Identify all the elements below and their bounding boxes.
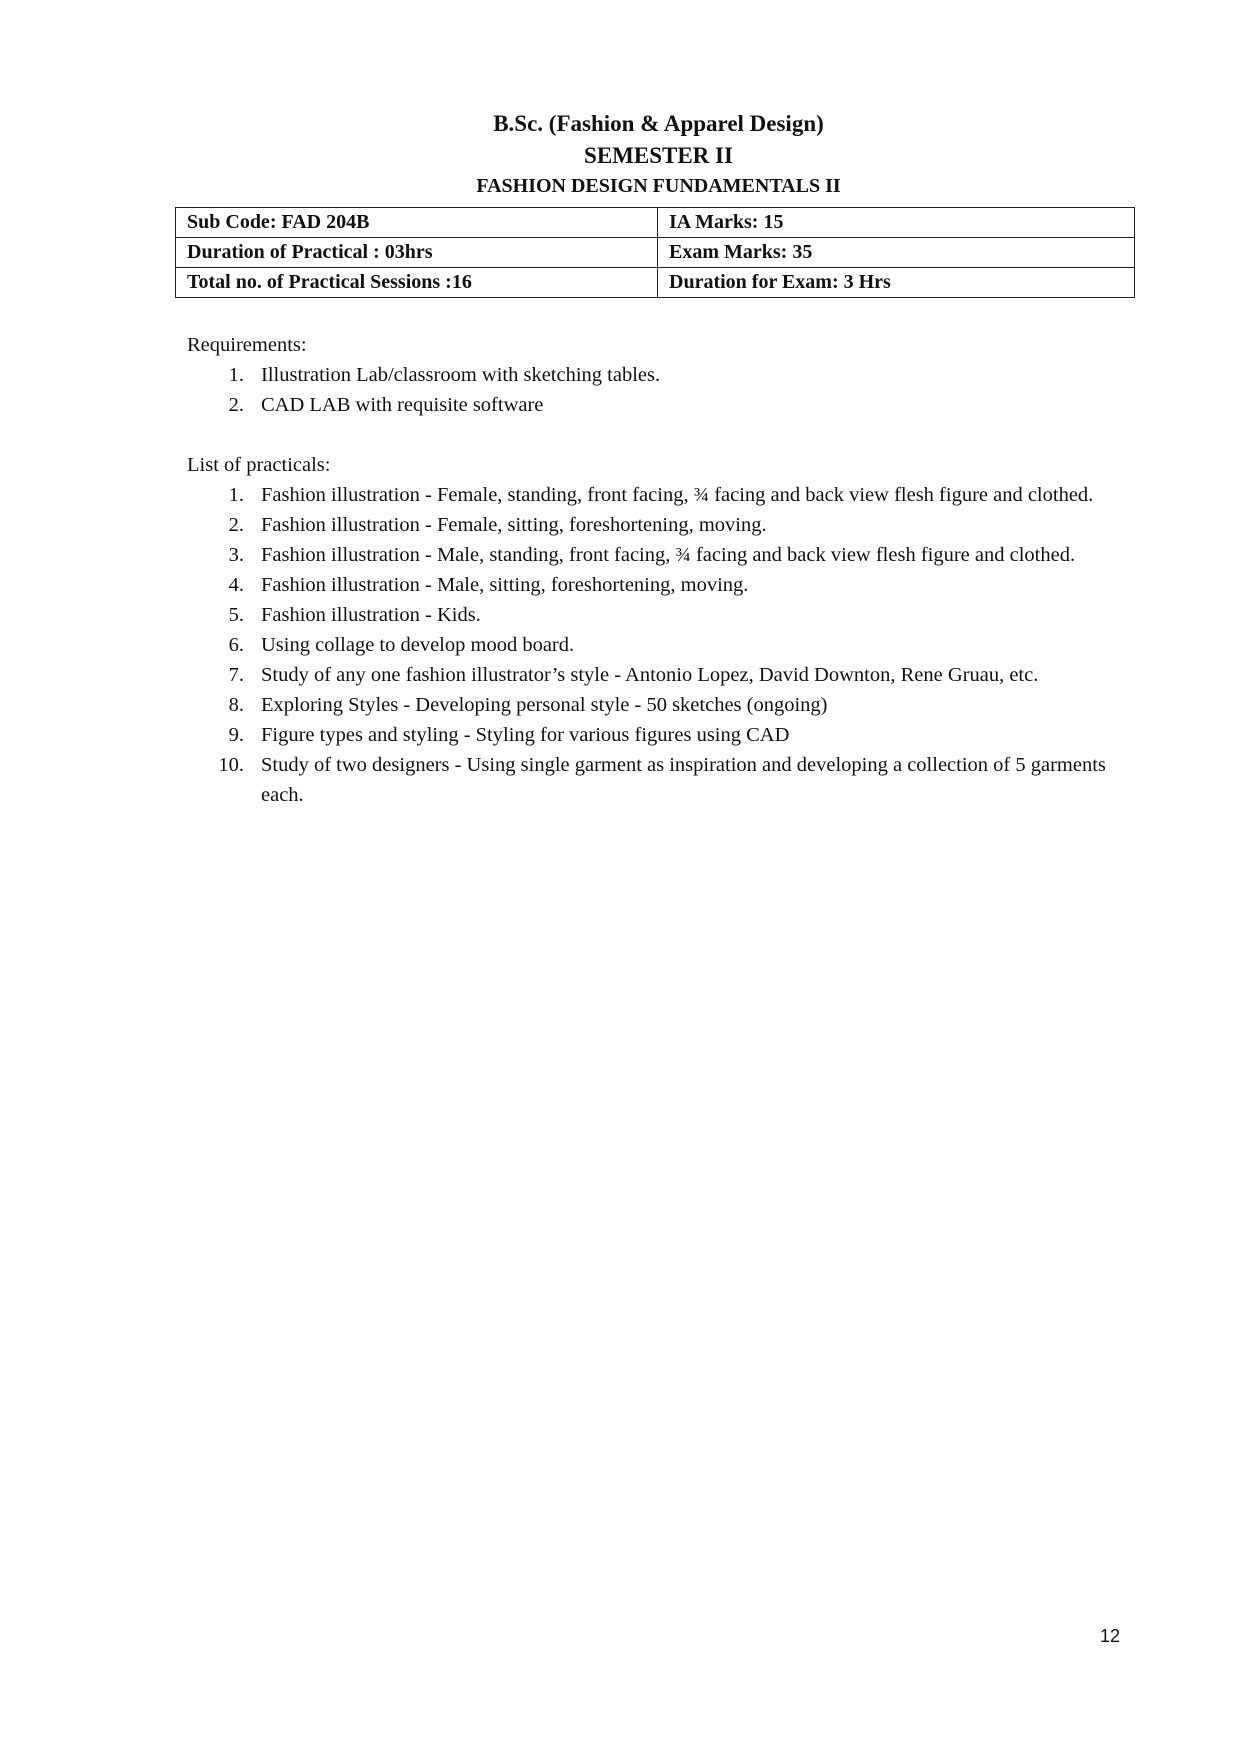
list-number: 8. bbox=[228, 694, 244, 716]
document-body bbox=[187, 330, 1127, 810]
list-number: 1. bbox=[228, 484, 244, 506]
list-number: 7. bbox=[228, 664, 244, 686]
list-number: 3. bbox=[228, 544, 244, 566]
list-text: Using collage to develop mood board. bbox=[261, 634, 575, 656]
list-text: Fashion illustration - Male, sitting, foreshortening, moving. bbox=[261, 574, 749, 596]
list-number: 1. bbox=[228, 364, 244, 386]
list-item bbox=[187, 390, 1127, 420]
table-cell: Sub Code: FAD 204B bbox=[176, 208, 658, 238]
list-item bbox=[187, 690, 1127, 720]
list-number: 2. bbox=[228, 394, 244, 416]
list-item bbox=[187, 750, 1127, 810]
list-text: Fashion illustration - Female, sitting, foreshortening, moving. bbox=[261, 514, 767, 536]
list-item bbox=[187, 360, 1127, 390]
list-text: Illustration Lab/classroom with sketching tables. bbox=[261, 364, 661, 386]
table-cell: Total no. of Practical Sessions :16 bbox=[176, 268, 658, 298]
table-cell: Duration of Practical : 03hrs bbox=[176, 238, 658, 268]
list-number: 9. bbox=[228, 724, 244, 746]
table-cell: IA Marks: 15 bbox=[658, 208, 1135, 238]
semester-title: SEMESTER II bbox=[584, 143, 733, 168]
spacer bbox=[187, 420, 1127, 450]
program-title: B.Sc. (Fashion & Apparel Design) bbox=[493, 111, 824, 136]
list-text: Fashion illustration - Female, standing, front facing, ¾ facing and back view flesh figure and clothed. bbox=[261, 484, 1094, 506]
practicals-list bbox=[187, 480, 1127, 810]
requirements-heading: Requirements: bbox=[187, 334, 307, 356]
list-item bbox=[187, 540, 1127, 570]
list-number: 4. bbox=[228, 574, 244, 596]
list-item bbox=[187, 720, 1127, 750]
list-item bbox=[187, 570, 1127, 600]
list-number: 10. bbox=[218, 754, 244, 776]
list-number: 5. bbox=[228, 604, 244, 626]
list-text: CAD LAB with requisite software bbox=[261, 394, 544, 416]
list-text: Figure types and styling - Styling for various figures using CAD bbox=[261, 724, 790, 746]
table-row bbox=[176, 268, 1135, 298]
table-row bbox=[176, 208, 1135, 238]
list-text: Fashion illustration - Kids. bbox=[261, 604, 481, 626]
list-item bbox=[187, 510, 1127, 540]
list-item bbox=[187, 660, 1127, 690]
list-number: 2. bbox=[228, 514, 244, 536]
list-item bbox=[187, 480, 1127, 510]
requirements-list bbox=[187, 360, 1127, 420]
table-row bbox=[176, 238, 1135, 268]
page-number: 12 bbox=[1100, 1626, 1121, 1646]
list-number: 6. bbox=[228, 634, 244, 656]
list-text: Fashion illustration - Male, standing, front facing, ¾ facing and back view flesh figure and clothed. bbox=[261, 544, 1076, 566]
list-item bbox=[187, 600, 1127, 630]
list-text: Study of any one fashion illustrator’s style - Antonio Lopez, David Downton, Rene Gruau, etc. bbox=[261, 664, 1039, 686]
table-cell: Duration for Exam: 3 Hrs bbox=[658, 268, 1135, 298]
practicals-heading: List of practicals: bbox=[187, 454, 331, 476]
course-info-table bbox=[175, 207, 1135, 298]
list-item bbox=[187, 630, 1127, 660]
list-text: Exploring Styles - Developing personal style - 50 sketches (ongoing) bbox=[261, 694, 828, 716]
list-text: Study of two designers - Using single garment as inspiration and developing a collection of 5 garments each. bbox=[261, 754, 1106, 806]
table-cell: Exam Marks: 35 bbox=[658, 238, 1135, 268]
document-header bbox=[0, 108, 1241, 200]
course-title: FASHION DESIGN FUNDAMENTALS II bbox=[476, 175, 841, 197]
